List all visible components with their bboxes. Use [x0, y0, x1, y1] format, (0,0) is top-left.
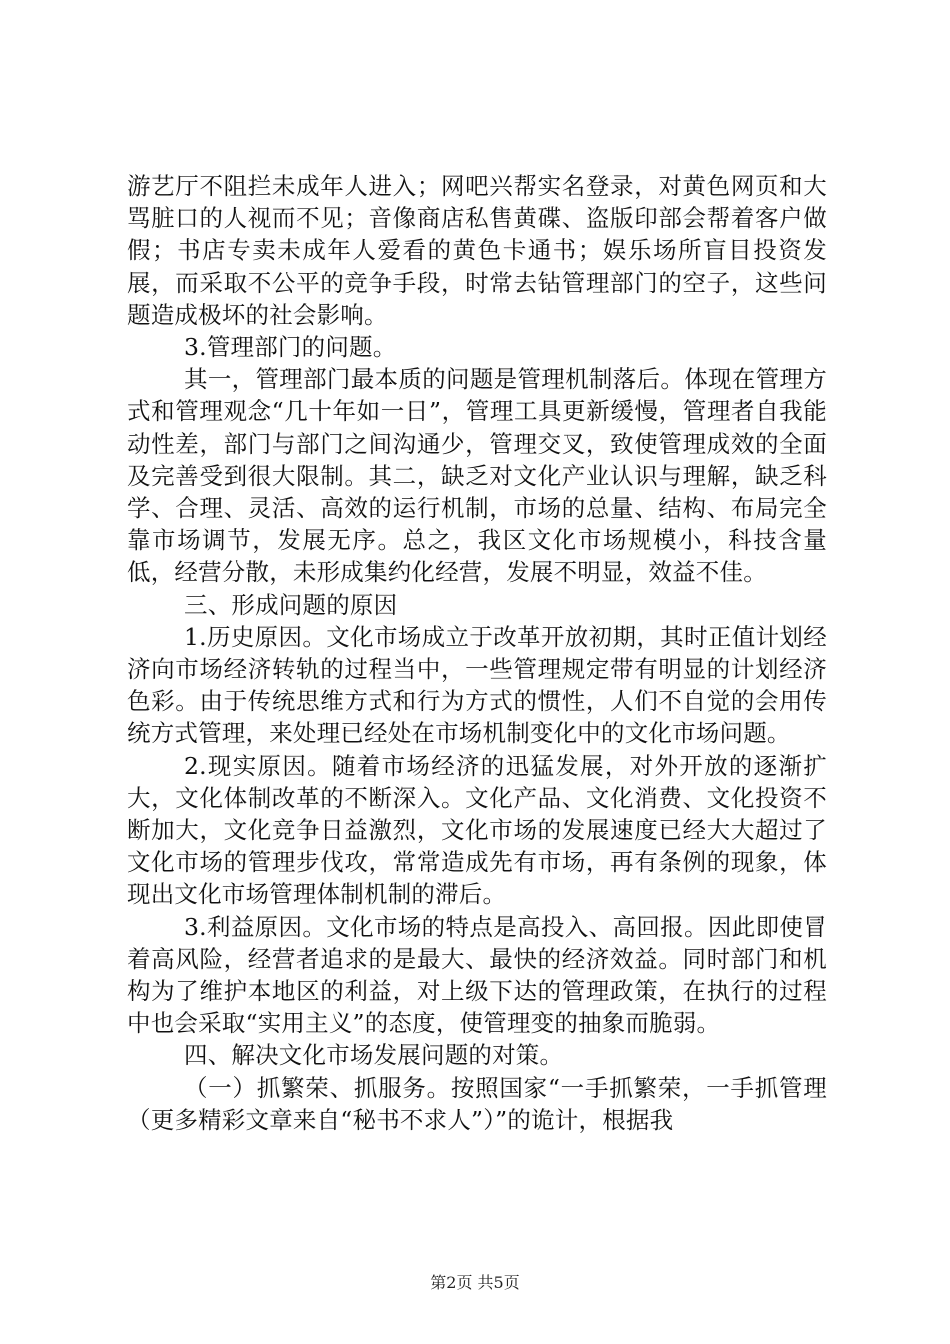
- section-heading-countermeasures: 四、解决文化市场发展问题的对策。: [184, 1041, 564, 1070]
- paragraph-management-mechanism: 其一，管理部门最本质的问题是管理机制落后。体现在管理方式和管理观念“几十年如一日”，管理工具更新缓慢，管理者自我能动性差，部门与部门之间沟通少，管理交叉，致使管理成效的全面及完善受到很大限制。其二，缺乏对文化产业认识与理解，缺乏科学、合理、灵活、高效的运行机制，市场的总量、结构、布局完全靠市场调节，发展无序。总之，我区文化市场规模小，科技含量低，经营分散，未形成集约化经营，发展不明显，效益不佳。: [127, 365, 827, 587]
- subheading-management-problems: 3.管理部门的问题。: [184, 333, 397, 362]
- page-footer: 第2页 共5页: [430, 1273, 520, 1292]
- paragraph-historical-cause: 1.历史原因。文化市场成立于改革开放初期，其时正值计划经济向市场经济转轨的过程当中，一些管理规定带有明显的计划经济色彩。由于传统思维方式和行为方式的惯性，人们不自觉的会用传统方式管理，来处理已经处在市场机制变化中的文化市场问题。: [127, 622, 827, 748]
- paragraph-continued: 游艺厅不阻拦未成年人进入；网吧兴帮实名登录，对黄色网页和大骂脏口的人视而不见；音像商店私售黄碟、盗版印部会帮着客户做假；书店专卖未成年人爱看的黄色卡通书；娱乐场所盲目投资发展，而采取不公平的竞争手段，时常去钻管理部门的空子，这些问题造成极坏的社会影响。: [127, 172, 827, 329]
- paragraph-interest-cause: 3.利益原因。文化市场的特点是高投入、高回报。因此即使冒着高风险，经营者追求的是最大、最快的经济效益。同时部门和机构为了维护本地区的利益，对上级下达的管理政策，在执行的过程中也会采取“实用主义”的态度，使管理变的抽象而脆弱。: [127, 912, 827, 1038]
- document-body: [127, 170, 827, 1136]
- paragraph-prosperity-service: （一）抓繁荣、抓服务。按照国家“一手抓繁荣，一手抓管理（更多精彩文章来自“秘书不求人”）”的诡计，根据我: [127, 1073, 827, 1134]
- section-heading-causes: 三、形成问题的原因: [184, 590, 398, 619]
- paragraph-realistic-cause: 2.现实原因。随着市场经济的迅猛发展，对外开放的逐渐扩大，文化体制改革的不断深入。文化产品、文化消费、文化投资不断加大，文化竞争日益激烈，文化市场的发展速度已经大大超过了文化市场的管理步伐攻，常常造成先有市场，再有条例的现象，体现出文化市场管理体制机制的滞后。: [127, 751, 827, 909]
